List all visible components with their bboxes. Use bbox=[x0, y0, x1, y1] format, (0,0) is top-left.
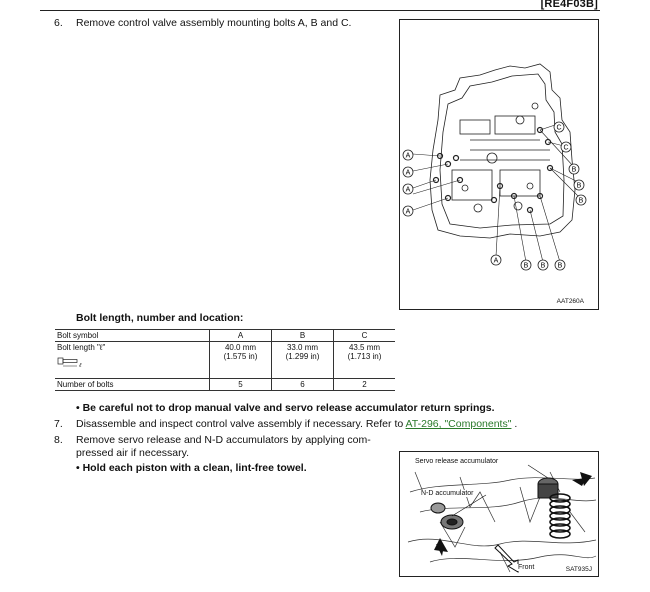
bolt-count-a: 5 bbox=[210, 379, 272, 391]
step-7-end: . bbox=[511, 418, 518, 430]
control-valve-figure bbox=[399, 19, 599, 310]
bolt-length-label: Bolt length "ℓ" bbox=[57, 343, 106, 352]
svg-text:ℓ: ℓ bbox=[79, 363, 82, 369]
figure-1-caption: AAT260A bbox=[556, 298, 584, 305]
bullet-2-text: Hold each piston with a clean, lint-free towel. bbox=[82, 462, 307, 474]
step-8 bbox=[54, 434, 371, 447]
step-7 bbox=[54, 418, 517, 431]
bullet-1 bbox=[76, 402, 495, 414]
bolt-length-a-mm: 40.0 mm bbox=[224, 343, 257, 352]
callout-b1-label: B bbox=[571, 166, 577, 174]
table-row bbox=[55, 379, 395, 391]
accumulator-figure bbox=[399, 451, 599, 577]
bullet-dot: • bbox=[76, 402, 83, 414]
bolt-length-b bbox=[272, 342, 334, 379]
callout-a2 bbox=[402, 165, 414, 183]
document-code: [RE4F03B] bbox=[540, 0, 598, 10]
bolt-length-a-in: (1.575 in) bbox=[223, 352, 258, 361]
callout-b5 bbox=[537, 258, 549, 276]
callout-a5-label: A bbox=[493, 257, 499, 265]
callout-a1 bbox=[402, 148, 414, 166]
figure-2-caption: SAT935J bbox=[565, 566, 592, 573]
callout-c2-label: C bbox=[563, 144, 569, 152]
components-link[interactable]: AT-296, "Components" bbox=[405, 418, 512, 430]
step-8-line-2: pressed air if necessary. bbox=[76, 447, 190, 459]
step-6-text: Remove control valve assembly mounting bolts A, B and C. bbox=[76, 17, 352, 29]
bullet-2 bbox=[76, 462, 307, 474]
bolt-count-label: Number of bolts bbox=[55, 379, 210, 391]
servo-release-label: Servo release accumulator bbox=[415, 458, 499, 465]
table-row bbox=[55, 330, 395, 342]
nd-accumulator-label: N-D accumulator bbox=[421, 490, 474, 497]
header-rule bbox=[40, 10, 600, 11]
callout-a1-label: A bbox=[405, 152, 411, 160]
step-8-number: 8. bbox=[54, 434, 63, 446]
callout-b4 bbox=[520, 258, 532, 276]
callout-b4-label: B bbox=[523, 262, 529, 270]
callout-a2-label: A bbox=[405, 169, 411, 177]
bolt-length-c-in: (1.713 in) bbox=[347, 352, 382, 361]
bolt-length-b-in: (1.299 in) bbox=[285, 352, 320, 361]
bullet-1-text: Be careful not to drop manual valve and servo release accumulator return springs. bbox=[82, 402, 495, 414]
front-label: Front bbox=[518, 564, 535, 571]
callout-b6 bbox=[554, 258, 566, 276]
callout-c1-label: C bbox=[556, 124, 562, 132]
step-6-number: 6. bbox=[54, 17, 63, 29]
bolt-length-cell bbox=[55, 342, 210, 379]
callout-b3-label: B bbox=[578, 197, 584, 205]
callout-a4 bbox=[402, 204, 414, 222]
bullet-dot: • bbox=[76, 462, 83, 474]
callout-a3-label: A bbox=[405, 186, 411, 194]
bolt-symbol-b: B bbox=[272, 330, 334, 342]
bolt-symbol-label: Bolt symbol bbox=[55, 330, 210, 342]
step-7-number: 7. bbox=[54, 418, 63, 430]
callout-b3 bbox=[575, 193, 587, 211]
step-7-text: Disassemble and inspect control valve assembly if necessary. Refer to bbox=[76, 418, 406, 430]
callout-b5-label: B bbox=[540, 262, 546, 270]
bolt-length-b-mm: 33.0 mm bbox=[286, 343, 319, 352]
callout-a4-label: A bbox=[405, 208, 411, 216]
bolt-symbol-a: A bbox=[210, 330, 272, 342]
step-6 bbox=[54, 17, 351, 30]
bolt-count-b: 6 bbox=[272, 379, 334, 391]
callout-a3 bbox=[402, 182, 414, 200]
bolt-count-c: 2 bbox=[334, 379, 396, 391]
callout-c1 bbox=[553, 120, 565, 138]
bolt-length-a bbox=[210, 342, 272, 379]
bolt-symbol-c: C bbox=[334, 330, 396, 342]
bolt-length-c bbox=[334, 342, 396, 379]
bolt-table bbox=[55, 329, 395, 391]
bolt-length-c-mm: 43.5 mm bbox=[348, 343, 381, 352]
bolt-length-icon bbox=[57, 356, 207, 370]
table-row bbox=[55, 342, 395, 379]
callout-b6-label: B bbox=[557, 262, 563, 270]
step-8-line-1: Remove servo release and N-D accumulators by applying com- bbox=[76, 434, 371, 446]
table-title: Bolt length, number and location: bbox=[76, 312, 244, 324]
callout-b2-label: B bbox=[576, 182, 582, 190]
callout-a5 bbox=[490, 253, 502, 271]
callout-c2 bbox=[560, 140, 572, 158]
accumulator-diagram bbox=[400, 452, 598, 576]
bolt-table-wrap bbox=[55, 329, 395, 391]
